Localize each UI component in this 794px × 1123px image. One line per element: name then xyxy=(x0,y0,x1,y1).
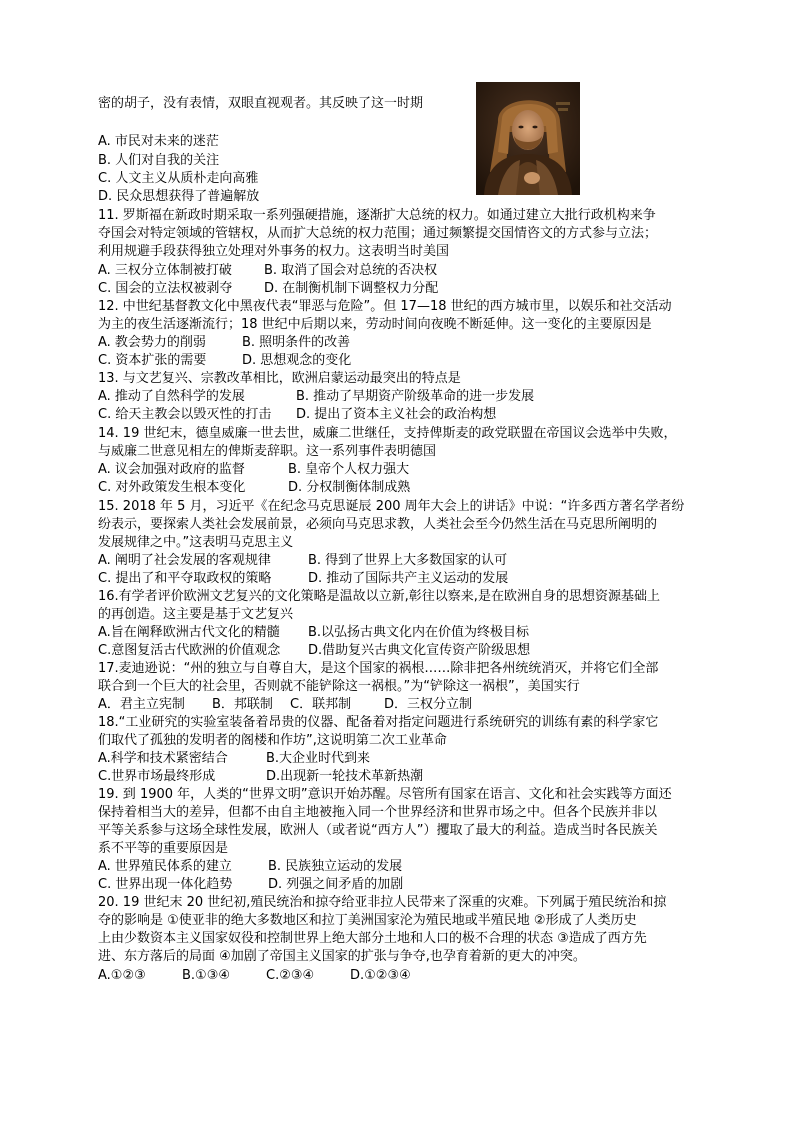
option-b: B.以弘扬古典文化内在价值为终极目标 xyxy=(308,625,530,640)
option-d: D. 列强之间矛盾的加剧 xyxy=(268,877,404,892)
question-11-options-row xyxy=(98,279,706,298)
option-d: D. 在制衡机制下调整权力分配 xyxy=(264,281,439,296)
question-12-stem-line: 为主的夜生活逐渐流行；18 世纪中后期以来，劳动时间向夜晚不断延伸。这一变化的主要原因是 xyxy=(98,317,652,332)
question-12-stem-line: 12. 中世纪基督教文化中黑夜代表“罪恶与危险”。但 17—18 世纪的西方城市里，以娱乐和社交活动 xyxy=(98,299,672,314)
option-d: D.出现新一轮技术革新热潮 xyxy=(266,769,424,784)
option-c: C. 资本扩张的需要 xyxy=(98,353,207,368)
question-10-option-c: C. 人文主义从质朴走向高雅 xyxy=(98,171,259,186)
question-20-stem-line: 20. 19 世纪末 20 世纪初,殖民统治和掠夺给亚非拉人民带来了深重的灾难。下列属于殖民统治和掠 xyxy=(98,895,667,910)
option-d: D.借助复兴古典文化宣传资产阶级思想 xyxy=(308,643,531,658)
question-18-options-row xyxy=(98,767,706,786)
option-b: B.①③④ xyxy=(182,968,231,983)
question-15-stem-line: 纷表示，要探索人类社会发展前景，必须向马克思求教，人类社会至今仍然生活在马克思所阐明的 xyxy=(98,517,658,532)
question-19-stem-line: 平等关系参与这场全球性发展，欧洲人（或者说“西方人”）攫取了最大的利益。造成当时各民族关 xyxy=(98,823,658,838)
question-19-stem-line: 保持着相当大的差异，但都不由自主地被拖入同一个世界经济和世界市场之中。但各个民族并非以 xyxy=(98,805,658,820)
option-b: B.大企业时代到来 xyxy=(266,751,371,766)
question-11-stem-line: 夺国会对特定领域的管辖权，从而扩大总统的权力范围；通过频繁提交国情咨文的方式参与立法； xyxy=(98,226,658,241)
option-a: A. 三权分立体制被打破 xyxy=(98,263,232,278)
question-10-option-d: D. 民众思想获得了普遍解放 xyxy=(98,189,260,204)
option-b: B. 取消了国会对总统的否决权 xyxy=(264,263,438,278)
question-18-options-row xyxy=(98,749,706,768)
question-20-stem-line: 进、东方落后的局面 ④加剧了帝国主义国家的扩张与争夺,也孕育着新的更大的冲突。 xyxy=(98,949,586,964)
question-15-options-row xyxy=(98,569,706,588)
question-19-options-row xyxy=(98,875,706,894)
option-b: B. 得到了世界上大多数国家的认可 xyxy=(308,553,508,568)
question-13-options-row xyxy=(98,405,706,424)
question-20-stem-line: 上由少数资本主义国家奴役和控制世界上绝大部分土地和人口的极不合理的状态 ③造成了西方先 xyxy=(98,931,647,946)
option-d: D. 推动了国际共产主义运动的发展 xyxy=(308,571,509,586)
option-c: C.②③④ xyxy=(266,968,315,983)
question-10-option-b: B. 人们对自我的关注 xyxy=(98,153,220,168)
question-12-options-row xyxy=(98,351,706,370)
question-12-options-row xyxy=(98,333,706,352)
question-15-options-row xyxy=(98,551,706,570)
question-14-options-row xyxy=(98,460,706,479)
option-a: A. 阐明了社会发展的客观规律 xyxy=(98,553,271,568)
question-19-stem-line: 系不平等的重要原因是 xyxy=(98,841,229,856)
option-b: B．邦联制 xyxy=(212,697,273,712)
portrait-painting xyxy=(476,82,580,195)
option-a: A. 教会势力的削弱 xyxy=(98,335,206,350)
question-14-stem-line: 与威廉二世意见相左的俾斯麦辞职。这一系列事件表明德国 xyxy=(98,444,437,459)
option-b: B. 皇帝个人权力强大 xyxy=(288,462,410,477)
question-13-options-row xyxy=(98,387,706,406)
question-11-options-row xyxy=(98,261,706,280)
option-d: D.①②③④ xyxy=(350,968,411,983)
option-a: A.旨在阐释欧洲古代文化的精髓 xyxy=(98,625,280,640)
option-c: C. 世界出现一体化趋势 xyxy=(98,877,233,892)
option-a: A.科学和技术紧密结合 xyxy=(98,751,228,766)
question-17-stem-line: 17.麦迪逊说：“州的独立与自尊自大，是这个国家的祸根……除非把各州统统消灭，并将它们全部 xyxy=(98,661,659,676)
portrait-image xyxy=(476,82,580,195)
question-14-stem-line: 14. 19 世纪末，德皇威廉一世去世，威廉二世继任，支持俾斯麦的政党联盟在帝国议会选举中失败， xyxy=(98,426,677,441)
question-13-stem-line: 13. 与文艺复兴、宗教改革相比，欧洲启蒙运动最突出的特点是 xyxy=(98,371,461,386)
option-c: C. 对外政策发生根本变化 xyxy=(98,480,246,495)
option-d: D. 思想观念的变化 xyxy=(242,353,352,368)
option-c: C.世界市场最终形成 xyxy=(98,769,216,784)
option-c: C. 提出了和平夺取政权的策略 xyxy=(98,571,272,586)
question-19-stem-line: 19. 到 1900 年，人类的“世界文明”意识开始苏醒。尽管所有国家在语言、文化和社会实践等方面还 xyxy=(98,787,672,802)
option-b: B. 照明条件的改善 xyxy=(242,335,351,350)
question-15-stem-line: 发展规律之中。”这表明马克思主义 xyxy=(98,535,294,550)
question-20-stem-line: 夺的影响是 ①使亚非的绝大多数地区和拉丁美洲国家沦为殖民地或半殖民地 ②形成了人类历史 xyxy=(98,913,637,928)
question-20-options-row xyxy=(98,966,706,985)
question-10-stem: 密的胡子，没有表情，双眼直视观者。其反映了这一时期 xyxy=(98,96,424,111)
question-14-options-row xyxy=(98,478,706,497)
question-19-options-row xyxy=(98,857,706,876)
question-11-stem-line: 11. 罗斯福在新政时期采取一系列强硬措施，逐渐扩大总统的权力。如通过建立大批行政机构来争 xyxy=(98,208,656,223)
option-a: A. 推动了自然科学的发展 xyxy=(98,389,245,404)
option-b: B. 推动了早期资产阶级革命的进一步发展 xyxy=(296,389,535,404)
option-a: A. 世界殖民体系的建立 xyxy=(98,859,232,874)
option-c: C. 国会的立法权被剥夺 xyxy=(98,281,233,296)
option-a: A．君主立宪制 xyxy=(98,697,185,712)
option-a: A.①②③ xyxy=(98,968,146,983)
question-11-stem-line: 利用规避手段获得独立处理对外事务的权力。这表明当时美国 xyxy=(98,244,450,259)
option-d: D. 分权制衡体制成熟 xyxy=(288,480,411,495)
option-d: D. 提出了资本主义社会的政治构想 xyxy=(296,407,497,422)
question-15-stem-line: 15. 2018 年 5 月，习近平《在纪念马克思诞辰 200 周年大会上的讲话》中说：“许多西方著名学者纷 xyxy=(98,499,685,514)
question-10-option-a: A. 市民对未来的迷茫 xyxy=(98,134,219,149)
question-16-stem-line: 的再创造。这主要是基于文艺复兴 xyxy=(98,607,294,622)
option-d: D．三权分立制 xyxy=(384,697,473,712)
question-16-options-row xyxy=(98,623,706,642)
option-c: C．联邦制 xyxy=(290,697,352,712)
question-18-stem-line: 们取代了孤独的发明者的阁楼和作坊”,这说明第二次工业革命 xyxy=(98,733,447,748)
question-18-stem-line: 18.“工业研究的实验室装备着昂贵的仪器、配备着对指定问题进行系统研究的训练有素的科学家它 xyxy=(98,715,659,730)
question-16-options-row xyxy=(98,641,706,660)
question-17-stem-line: 联合到一个巨大的社会里，否则就不能铲除这一祸根。”为“铲除这一祸根”，美国实行 xyxy=(98,679,580,694)
question-16-stem-line: 16.有学者评价欧洲文艺复兴的文化策略是温故以立新,彰往以察来,是在欧洲自身的思想资源基础上 xyxy=(98,589,660,604)
option-b: B. 民族独立运动的发展 xyxy=(268,859,403,874)
option-c: C. 给天主教会以毁灭性的打击 xyxy=(98,407,272,422)
question-17-options-row xyxy=(98,695,706,714)
option-a: A. 议会加强对政府的监督 xyxy=(98,462,245,477)
option-c: C.意图复活古代欧洲的价值观念 xyxy=(98,643,281,658)
